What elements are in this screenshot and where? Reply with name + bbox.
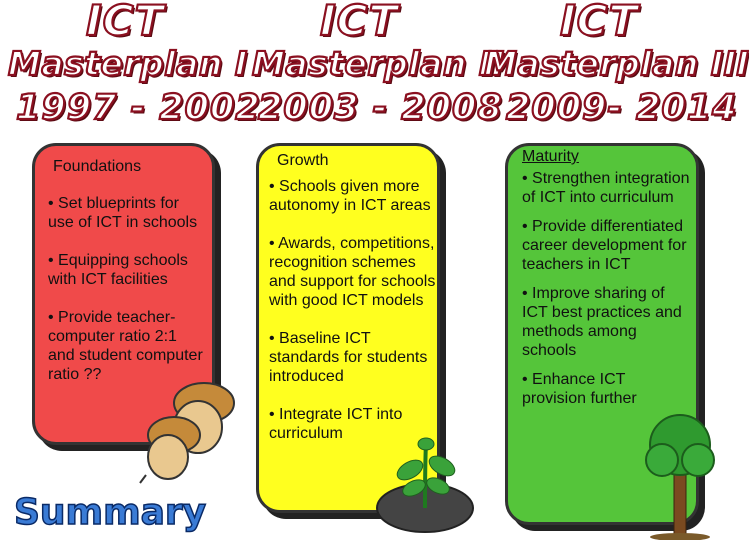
years-2-heading: 2003 - 2008 (258, 88, 503, 128)
card-items (269, 177, 439, 462)
masterplan-3-heading: Masterplan III (484, 44, 749, 83)
summary-wordart (10, 480, 207, 534)
card-items (48, 194, 208, 403)
years-3-heading: 2009- 2014 (506, 88, 738, 128)
list-item: • Baseline ICT standards for students introduced (269, 330, 428, 385)
card-title: Maturity (522, 148, 579, 165)
list-item: • Strengthen integration of ICT into curriculum (522, 170, 690, 206)
list-item: • Set blueprints for use of ICT in schools (48, 195, 198, 231)
ict-heading-1: ICT (86, 0, 165, 45)
masterplan-1-heading: Masterplan I (8, 44, 248, 83)
list-item: • Provide differentiated career development for teachers in ICT (522, 218, 687, 273)
list-item: • Improve sharing of ICT best practices and methods among schools (522, 285, 682, 359)
tree-icon (640, 405, 720, 540)
list-item: • Integrate ICT into curriculum (269, 406, 403, 442)
masterplan-2-heading: Masterplan II (252, 44, 505, 83)
list-item: • Schools given more autonomy in ICT areas (269, 178, 431, 214)
list-item: • Provide teacher-computer ratio 2:1 and student computer ratio ?? (48, 309, 203, 383)
years-1-heading: 1997 - 2002 (16, 88, 261, 128)
list-item: • Enhance ICT provision further (522, 371, 637, 407)
ict-heading-3: ICT (560, 0, 639, 45)
seedling-icon (370, 430, 480, 538)
list-item: • Awards, competitions, recognition schemes and support for schools with good ICT models (269, 235, 436, 309)
card-title: Growth (277, 152, 329, 169)
card-title: Foundations (53, 158, 142, 175)
summary-label: Summary (14, 492, 207, 533)
card-items (522, 169, 692, 418)
list-item: • Equipping schools with ICT facilities (48, 252, 188, 288)
ict-heading-2: ICT (320, 0, 399, 45)
acorn-icon (138, 375, 250, 485)
